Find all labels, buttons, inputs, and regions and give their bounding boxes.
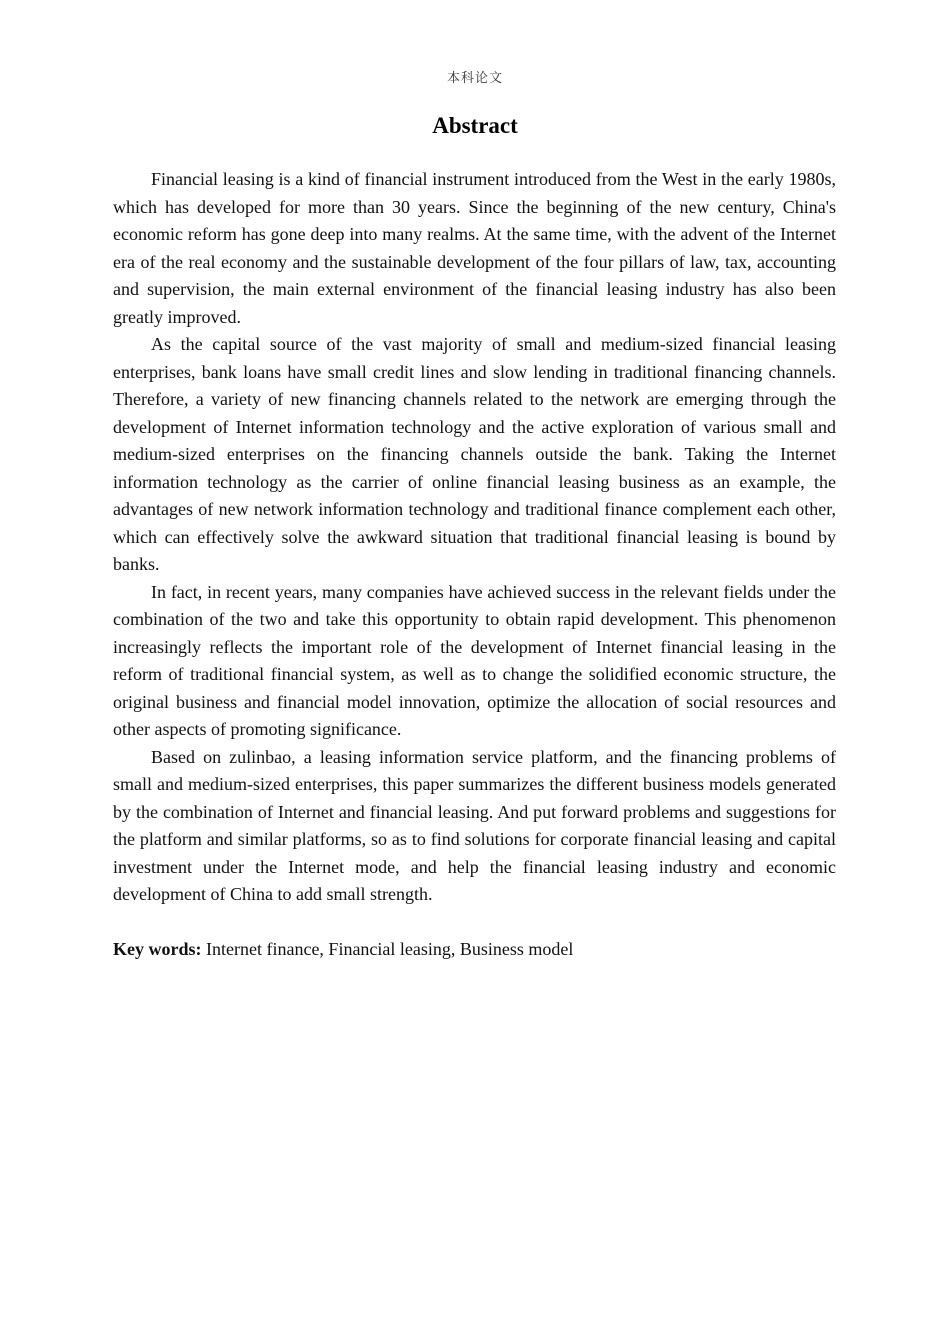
abstract-title: Abstract <box>432 113 518 138</box>
abstract-paragraph-1: Financial leasing is a kind of financial instrument introduced from the West in the early 1980s, which has developed for more than 30 years. Since the beginning of the new century, China's economic reform has gone deep into many realms. At the same time, with the advent of the Internet era of the real economy and the sustainable development of the four pillars of law, tax, accounting and supervision, the main external environment of the financial leasing industry has also been greatly improved. <box>113 169 836 327</box>
running-header: 本科论文 <box>446 71 503 86</box>
abstract-body <box>113 166 836 909</box>
keywords-line <box>113 936 836 964</box>
abstract-paragraph-3: In fact, in recent years, many companies have achieved success in the relevant fields under the combination of the two and take this opportunity to obtain rapid development. This phenomenon increasingly reflects the important role of the development of Internet financial leasing in the reform of traditional financial system, as well as to change the solidified economic structure, the original business and financial model innovation, optimize the allocation of social resources and other aspects of promoting significance. <box>113 581 836 739</box>
abstract-paragraph-2: As the capital source of the vast majority of small and medium-sized financial leasing enterprises, bank loans have small credit lines and slow lending in traditional financing channels. Therefore, a variety of new financing channels related to the network are emerging through the development of Internet information technology and the active exploration of various small and medium-sized enterprises on the financing channels outside the bank. Taking the Internet information technology as the carrier of online financial leasing business as an example, the advantages of new network information technology and traditional finance complement each other, which can effectively solve the awkward situation that traditional financial leasing is bound by banks. <box>113 334 836 574</box>
abstract-paragraph-4: Based on zulinbao, a leasing information service platform, and the financing problems of small and medium-sized enterprises, this paper summarizes the different business models generated by the combination of Internet and financial leasing. And put forward problems and suggestions for the platform and similar platforms, so as to find solutions for corporate financial leasing and capital investment under the Internet mode, and help the financial leasing industry and economic development of China to add small strength. <box>113 746 836 904</box>
keywords-label: Key words: <box>113 939 202 959</box>
keywords-value: Internet finance, Financial leasing, Business model <box>201 939 574 959</box>
